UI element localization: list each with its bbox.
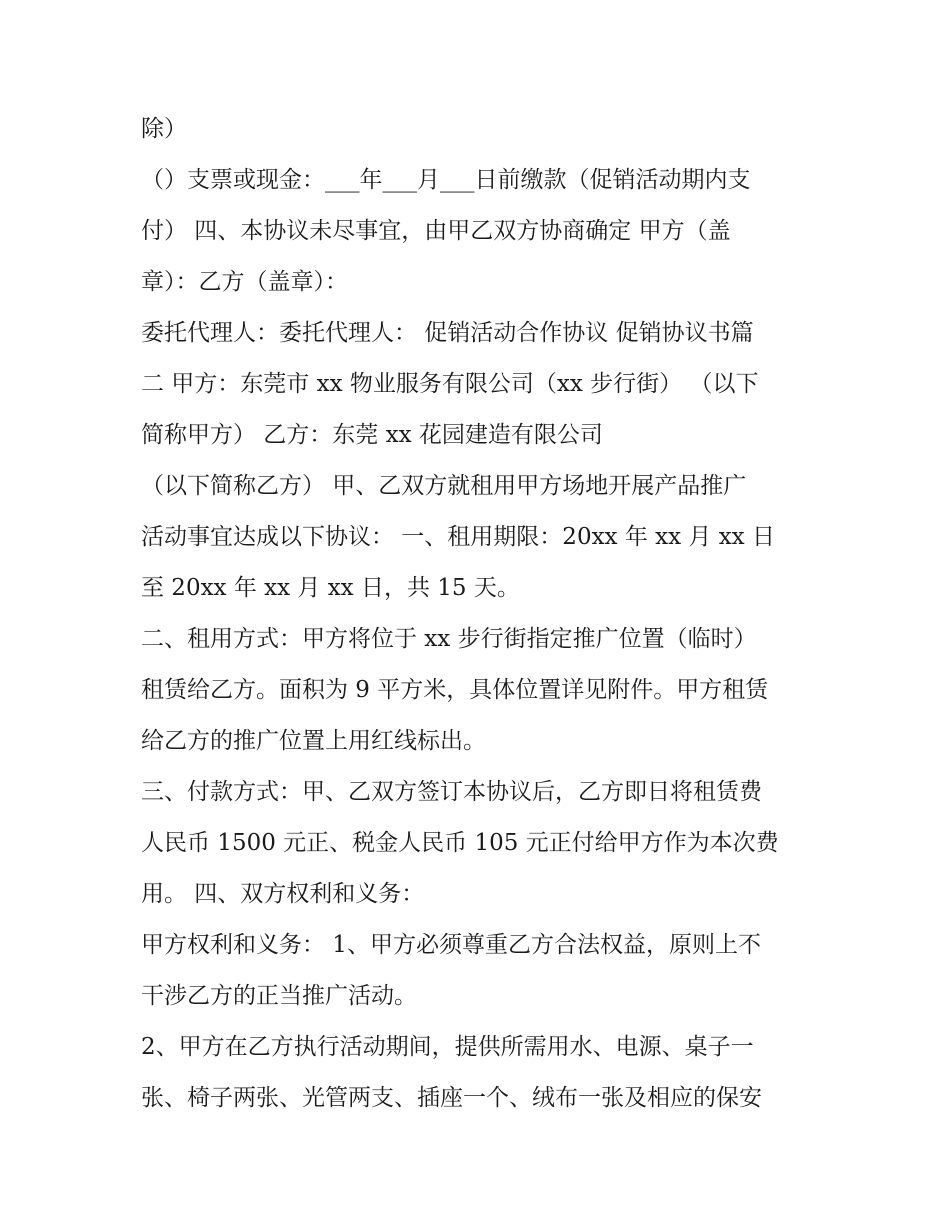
text-line: 人民币 1500 元正、税金人民币 105 元正付给甲方作为本次费 [141, 830, 779, 856]
text-line: （以下简称乙方） 甲、乙双方就租用甲方场地开展产品推广 [141, 473, 747, 499]
text-line: 付） 四、本协议未尽事宜，由甲乙双方协商确定 甲方（盖 [141, 218, 731, 244]
text-line: （）支票或现金：___年___月___日前缴款（促销活动期内支 [141, 167, 751, 193]
text-line: 二、租用方式：甲方将位于 xx 步行街指定推广位置（临时） [141, 626, 757, 652]
text-line: 租赁给乙方。面积为 9 平方米，具体位置详见附件。甲方租赁 [141, 677, 769, 703]
text-line: 干涉乙方的正当推广活动。 [141, 983, 417, 1009]
text-line: 除） [141, 116, 187, 142]
text-line: 2、甲方在乙方执行活动期间，提供所需用水、电源、桌子一 [141, 1034, 754, 1060]
text-line: 给乙方的推广位置上用红线标出。 [141, 728, 486, 754]
text-line: 章）：乙方（盖章）： [141, 269, 348, 295]
document-body [141, 108, 821, 1128]
text-line: 简称甲方） 乙方：东莞 xx 花园建造有限公司 [141, 422, 603, 448]
text-line: 活动事宜达成以下协议： 一、租用期限：20xx 年 xx 月 xx 日 [141, 524, 775, 550]
text-line: 用。 四、双方权利和义务： [141, 881, 425, 907]
text-line: 至 20xx 年 xx 月 xx 日，共 15 天。 [141, 575, 520, 601]
text-line: 三、付款方式：甲、乙双方签订本协议后，乙方即日将租赁费 [141, 779, 762, 805]
text-line: 委托代理人：委托代理人： 促销活动合作协议 促销协议书篇 [141, 320, 754, 346]
text-line: 甲方权利和义务： 1、甲方必须尊重乙方合法权益，原则上不 [141, 932, 761, 958]
text-line: 二 甲方：东莞市 xx 物业服务有限公司（xx 步行街） （以下 [141, 371, 759, 397]
text-line: 张、椅子两张、光管两支、插座一个、绒布一张及相应的保安 [141, 1085, 762, 1111]
